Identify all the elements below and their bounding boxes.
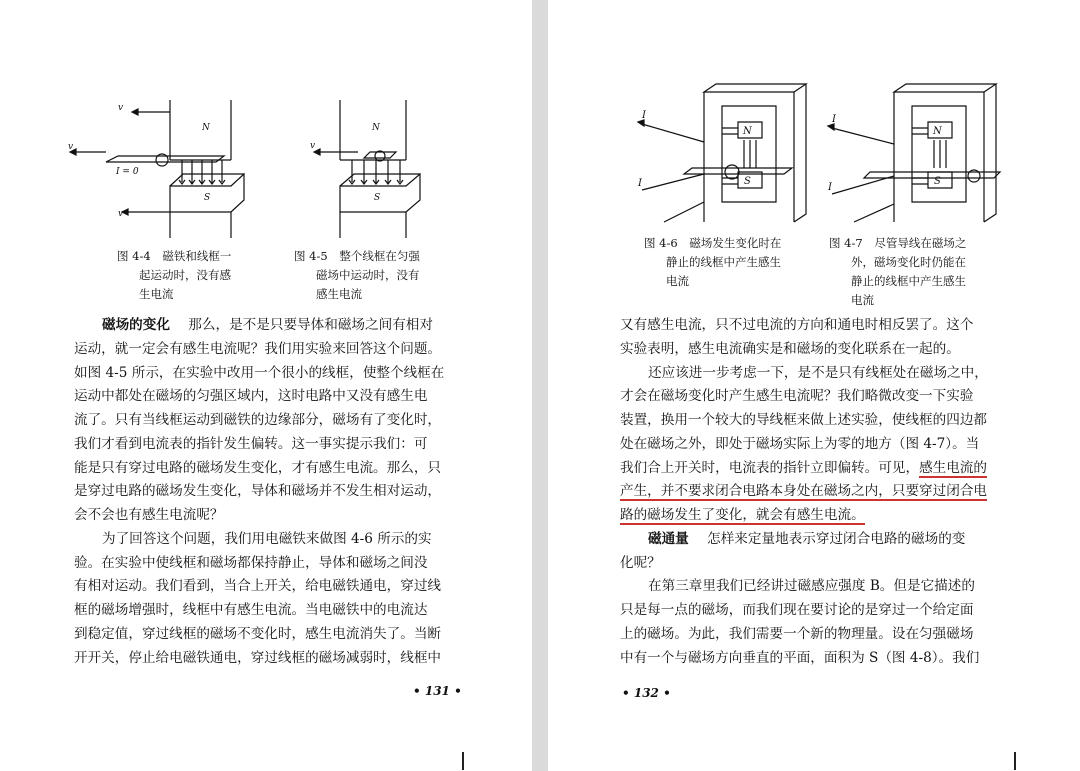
fig45-n-label: N [372,123,380,133]
fig45-v-label: v [310,141,316,151]
page-edge-mark-right [1014,752,1016,770]
caption-label: 图 4-7 [829,236,863,250]
figure-4-4 [66,100,256,240]
text-line: 那么，是不是只要导体和磁场之间有相对 [188,317,433,333]
text-line [620,457,988,481]
text-line: 我们才看到电流表的指针发生偏转。这一事实提示我们：可 [74,435,428,452]
fig44-v-label-top: v [118,103,124,113]
text-line: 流了。只有当线框运动到磁铁的边缘部分，磁场有了变化时， [74,412,442,428]
text-line: 只是每一点的磁场，而我们现在要讨论的是穿过一个给定面 [620,602,974,618]
caption-figure-4-4 [117,247,231,304]
text-line: 怎样来定量地表示穿过闭合电路的磁场的变 [707,530,966,547]
text-line: 化呢？ [620,554,661,571]
fig44-n-label: N [202,123,210,133]
text-segment: 我们合上开关时，电流表的指针立即偏转。可见， [620,459,920,476]
text-line [620,504,988,528]
fig47-n-label: N [933,126,942,137]
text-line: 如图 4-5 所示，在实验中改用一个很小的线框，使整个线框在 [74,364,445,381]
page-gutter [532,0,548,771]
text-line: 框的磁场增强时，线框中有感生电流。当电磁铁中的电流达 [74,602,428,618]
fig46-s-label: S [744,176,751,187]
page-edge-mark-left [462,752,464,770]
caption-figure-4-5 [294,247,420,304]
text-line: 会不会也有感生电流呢？ [74,507,224,523]
fig44-v-label-bottom: v [118,209,124,219]
left-body-text [74,314,444,670]
caption-line: 磁场发生变化时在 [689,236,782,250]
figure-4-7 [824,82,1004,230]
text-line: 装置，换用一个较大的导线框来做上述实验，使线框的四边都 [620,412,988,428]
section-heading-magnetic-change: 磁场的变化 [102,317,170,333]
text-line: 到稳定值，穿过线框的磁场不变化时，感生电流消失了。当断 [74,625,442,642]
red-underlined-text: 路的磁场发生了变化，就会有感生电流。 [620,507,865,523]
caption-figure-4-7 [829,234,966,310]
text-line: 验。在实验中使线框和磁场都保持静止，导体和磁场之间没 [74,554,428,571]
fig46-i-label-top: I [642,110,646,121]
fig47-s-label: S [934,176,941,187]
fig45-s-label: S [374,193,381,203]
caption-label: 图 4-5 [294,249,328,263]
caption-line: 起运动时，没有感 [139,268,231,282]
page-number-right: • 132 • [622,686,671,700]
text-line: 上的磁场。为此，我们需要一个新的物理量。设在匀强磁场 [620,625,974,642]
fig46-n-label: N [743,126,752,137]
text-line: 又有感生电流，只不过电流的方向和通电时相反罢了。这个 [620,317,974,333]
caption-line: 静止的线框中产生感生 [666,255,781,269]
caption-line: 整个线框在匀强 [339,249,420,263]
fig47-i-label-top: I [832,114,836,125]
caption-label: 图 4-4 [117,249,151,263]
caption-line: 磁铁和线框一 [162,249,232,263]
fig44-v-label-mid: v [68,142,74,152]
left-page [0,0,532,771]
caption-line: 外，磁场变化时仍能在 [851,255,966,269]
figure-4-6 [634,82,814,230]
paragraph-first-line [74,314,444,338]
caption-line: 感生电流 [316,287,362,301]
text-line: 处在磁场之外，即处于磁场实际上为零的地方（图 4-7）。当 [620,435,980,452]
red-underlined-text: 感生电流的 [919,459,988,476]
text-line: 在第三章里我们已经讲过磁感应强度 B。但是它描述的 [648,578,975,595]
text-line: 还应该进一步考虑一下，是不是只有线框处在磁场之中， [648,364,988,381]
fig46-i-label-bottom: I [638,178,642,189]
caption-line: 尽管导线在磁场之 [874,236,967,250]
text-line: 有相对运动。我们看到，当合上开关，给电磁铁通电，穿过线 [74,578,442,595]
page-number-left: • 131 • [413,684,462,698]
text-line: 中有一个与磁场方向垂直的平面，面积为 S（图 4-8）。我们 [620,649,980,666]
figure-4-5 [296,100,446,240]
right-page [548,0,1080,771]
caption-line: 电流 [666,274,689,288]
caption-line: 磁场中运动时，没有 [316,268,420,282]
fig44-s-label: S [204,193,211,203]
fig44-current-label: I = 0 [116,167,139,177]
paragraph-first-line [620,528,988,552]
text-line: 实验表明，感生电流确实是和磁场的变化联系在一起的。 [620,340,960,357]
fig47-i-label-bottom: I [828,182,832,193]
text-line: 是穿过电路的磁场发生变化，导体和磁场并不发生相对运动， [74,483,442,500]
red-underlined-text: 产生，并不要求闭合电路本身处在磁场之内，只要穿过闭合电 [620,483,988,500]
text-line: 能是只有穿过电路的磁场发生变化，才有感生电流。那么，只 [74,459,442,476]
caption-line: 生电流 [139,287,174,301]
caption-line: 静止的线框中产生感生 [851,274,966,288]
text-line: 才会在磁场变化时产生感生电流呢？我们略微改变一下实验 [620,388,974,405]
section-heading-magnetic-flux: 磁通量 [648,530,689,547]
caption-figure-4-6 [644,234,781,291]
text-line: 为了回答这个问题，我们用电磁铁来做图 4-6 所示的实 [102,530,432,547]
right-body-text [620,314,988,670]
text-line: 开开关，停止给电磁铁通电，穿过线框的磁场减弱时，线框中 [74,649,442,666]
text-line: 运动中都处在磁场的匀强区域内，这时电路中又没有感生电 [74,388,428,405]
text-line [620,480,988,504]
caption-line: 电流 [851,293,874,307]
text-line: 运动，就一定会有感生电流呢？我们用实验来回答这个问题。 [74,340,442,357]
caption-label: 图 4-6 [644,236,678,250]
